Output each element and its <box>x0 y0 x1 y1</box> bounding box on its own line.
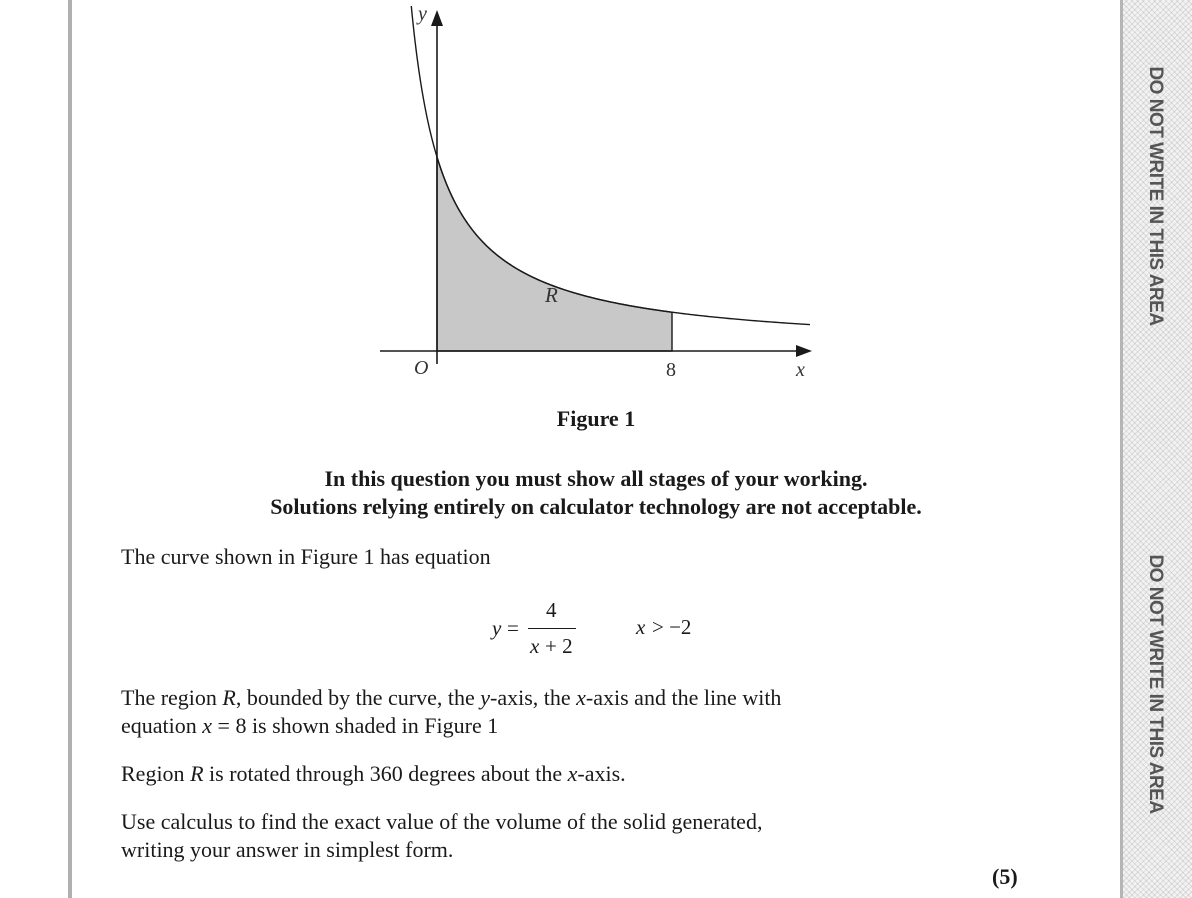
region-description-line-2: equation x = 8 is shown shaded in Figure 1 <box>121 713 499 738</box>
question-intro: The curve shown in Figure 1 has equation <box>121 544 491 569</box>
task-line-2: writing your answer in simplest form. <box>121 837 454 862</box>
x-axis-label: x <box>796 359 805 381</box>
task-line-1: Use calculus to find the exact value of the volume of the solid generated, <box>121 809 763 834</box>
x-axis-arrow <box>796 345 812 357</box>
marks-value: (5) <box>992 864 1018 889</box>
instruction-line-1: In this question you must show all stages of your working. <box>324 466 868 491</box>
fraction-bar <box>528 628 576 629</box>
region-description-line-1: The region R, bounded by the curve, the y-axis, the x-axis and the line with <box>121 685 782 710</box>
rotation-statement: Region R is rotated through 360 degrees about the x-axis. <box>121 761 626 786</box>
x-tick-label-8: 8 <box>666 359 676 381</box>
y-axis-arrow <box>431 10 443 26</box>
origin-label: O <box>414 357 429 379</box>
region-label: R <box>545 283 558 307</box>
equation-denominator-var: x <box>530 634 540 658</box>
instruction-line-2: Solutions relying entirely on calculator technology are not acceptable. <box>270 494 922 519</box>
y-axis-label: y <box>418 3 427 25</box>
equation-equals: = <box>507 616 519 640</box>
figure-1-graph <box>0 0 1192 400</box>
condition-var: x <box>636 615 646 639</box>
shaded-region-r <box>437 157 672 351</box>
equation-denominator-rest: + 2 <box>545 634 573 658</box>
equation-lhs: y <box>492 616 502 640</box>
condition-rest: > −2 <box>652 615 692 639</box>
figure-caption: Figure 1 <box>556 406 636 431</box>
equation-numerator: 4 <box>546 598 557 622</box>
